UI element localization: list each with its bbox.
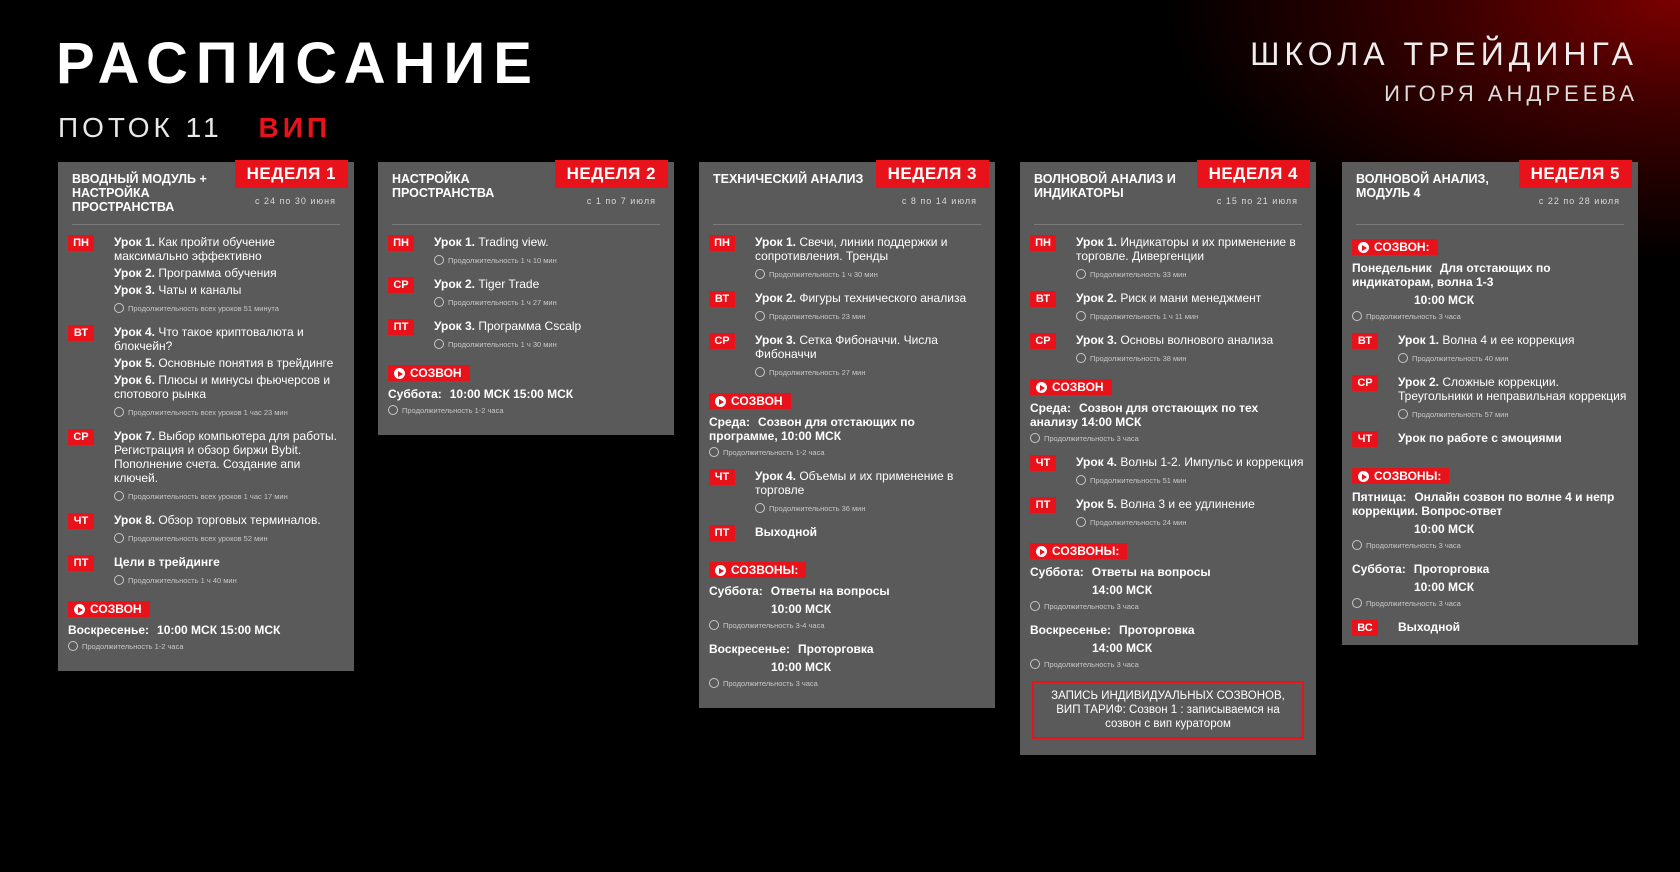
duration-text: Продолжительность 1 ч 11 мин xyxy=(1090,311,1199,321)
duration-text: Продолжительность 27 мин xyxy=(769,367,866,377)
lesson-title: Trading view. xyxy=(475,235,549,249)
call-info xyxy=(709,584,985,598)
call-duration xyxy=(1352,311,1628,321)
lesson-item xyxy=(114,266,344,280)
day-row xyxy=(1030,497,1306,527)
call-duration xyxy=(1352,598,1628,608)
lesson-duration xyxy=(114,575,344,585)
lesson-number: Урок 1. xyxy=(114,235,156,249)
call-badge: СОЗВОН xyxy=(68,601,150,617)
call-duration xyxy=(68,641,344,651)
card-header xyxy=(1034,162,1302,225)
lesson-item xyxy=(755,291,985,305)
lesson-title: Риск и мани менеджмент xyxy=(1117,291,1262,305)
call-info xyxy=(1352,562,1628,576)
duration-text: Продолжительность 3 часа xyxy=(1366,598,1461,608)
lesson-number: Урок 8. xyxy=(114,513,156,527)
day-row xyxy=(709,333,985,377)
call-day: Воскресенье: xyxy=(68,623,150,637)
vip-label: ВИП xyxy=(258,112,331,143)
lesson-number: Урок 4. xyxy=(1076,455,1118,469)
call-duration xyxy=(1352,540,1628,550)
clock-icon xyxy=(1030,659,1040,669)
lesson-duration xyxy=(755,503,985,513)
lesson-title: Что такое криптовалюта и блокчейн? xyxy=(114,325,304,353)
page-title: РАСПИСАНИЕ xyxy=(56,31,540,96)
lesson-duration xyxy=(755,367,985,377)
call-day: Воскресенье: xyxy=(709,642,791,656)
week-dates: с 8 по 14 июля xyxy=(901,196,977,206)
call-duration xyxy=(1030,659,1306,669)
week-badge: НЕДЕЛЯ 3 xyxy=(876,160,989,188)
clock-icon xyxy=(388,405,398,415)
lesson-title: Программа Cscalp xyxy=(475,319,582,333)
duration-text: Продолжительность 1 ч 10 мин xyxy=(448,255,557,265)
lesson-number: Урок 1. xyxy=(434,235,476,249)
calls-badge: СОЗВОНЫ: xyxy=(709,562,806,578)
week-badge: НЕДЕЛЯ 5 xyxy=(1519,160,1632,188)
day-badge: ЧТ xyxy=(68,513,94,529)
call-duration xyxy=(709,678,985,688)
call-day: Суббота: xyxy=(1030,565,1084,579)
lesson-item xyxy=(1076,235,1306,263)
lesson-duration xyxy=(1076,353,1306,363)
call-text: Проторговка xyxy=(1413,562,1490,576)
duration-text: Продолжительность всех уроков 52 мин xyxy=(128,533,268,543)
lesson-number: Урок 5. xyxy=(1076,497,1118,511)
lesson-item xyxy=(755,235,985,263)
call-text: Проторговка xyxy=(798,642,874,656)
duration-text: Продолжительность 3 часа xyxy=(1044,659,1139,669)
lesson-duration xyxy=(114,303,344,313)
lesson-title: Свечи, линии поддержки и сопротивления. Тренды xyxy=(755,235,948,263)
day-badge: СР xyxy=(388,277,414,293)
week-badge: НЕДЕЛЯ 4 xyxy=(1197,160,1310,188)
lesson-number: Выходной xyxy=(1398,620,1461,634)
call-badge: СОЗВОН xyxy=(709,393,791,409)
lesson-item xyxy=(114,356,344,370)
day-row xyxy=(68,325,344,417)
lesson-title: Выбор компьютера для работы. Регистрация и обзор биржи Bybit. Пополнение счета. Создание апи ключей. xyxy=(114,429,337,485)
day-badge: СР xyxy=(1030,333,1056,349)
day-row xyxy=(709,525,985,556)
clock-icon xyxy=(709,678,719,688)
duration-text: Продолжительность 1 ч 30 мин xyxy=(769,269,878,279)
day-row xyxy=(709,291,985,321)
lesson-number: Цели в трейдинге xyxy=(114,555,220,569)
call-time: 14:00 МСК xyxy=(1092,583,1153,597)
lesson-duration xyxy=(1076,475,1306,485)
day-badge: ПН xyxy=(709,235,735,251)
lesson-item xyxy=(434,277,664,291)
duration-text: Продолжительность 3-4 часа xyxy=(723,620,825,630)
call-badge: СОЗВОН xyxy=(388,365,470,381)
day-row xyxy=(388,235,664,265)
lesson-title: Волна 4 и ее коррекция xyxy=(1439,333,1575,347)
day-badge: ВС xyxy=(1352,620,1378,636)
calls-badge: СОЗВОНЫ: xyxy=(1352,468,1449,484)
call-time: 10:00 МСК xyxy=(1414,522,1475,536)
lesson-title: Сетка Фибоначчи. Числа Фибоначчи xyxy=(755,333,938,361)
call-badge: СОЗВОН: xyxy=(1352,239,1438,255)
day-badge: ВТ xyxy=(1352,333,1378,349)
card-body xyxy=(699,225,995,708)
duration-text: Продолжительность всех уроков 1 час 23 мин xyxy=(128,407,288,417)
lesson-number: Урок 2. xyxy=(114,266,156,280)
lesson-duration xyxy=(114,407,344,417)
day-badge: ВТ xyxy=(1030,291,1056,307)
duration-text: Продолжительность 3 часа xyxy=(1366,311,1461,321)
lesson-item xyxy=(1398,333,1628,347)
duration-text: Продолжительность 36 мин xyxy=(769,503,866,513)
clock-icon xyxy=(1398,353,1408,363)
day-badge: ВТ xyxy=(709,291,735,307)
card-header xyxy=(713,162,981,225)
lesson-number: Урок 4. xyxy=(755,469,797,483)
call-day: Среда: xyxy=(709,415,750,429)
week-title: ВОЛНОВОЙ АНАЛИЗ И ИНДИКАТОРЫ xyxy=(1034,172,1176,200)
duration-text: Продолжительность 23 мин xyxy=(769,311,866,321)
clock-icon xyxy=(709,447,719,457)
day-row xyxy=(68,235,344,313)
duration-text: Продолжительность 57 мин xyxy=(1412,409,1509,419)
call-day: Суббота: xyxy=(388,387,442,401)
day-badge: ПТ xyxy=(388,319,414,335)
clock-icon xyxy=(68,641,78,651)
clock-icon xyxy=(755,503,765,513)
stream-label: ПОТОК 11 xyxy=(58,112,223,143)
lesson-duration xyxy=(434,339,664,349)
clock-icon xyxy=(1352,540,1362,550)
day-row xyxy=(388,319,664,349)
week-badge: НЕДЕЛЯ 1 xyxy=(235,160,348,188)
day-row xyxy=(1352,620,1628,634)
lesson-number: Урок 2. xyxy=(1398,375,1440,389)
clock-icon xyxy=(114,407,124,417)
call-info xyxy=(1030,565,1306,579)
lesson-number: Урок 2. xyxy=(434,277,476,291)
call-badge: СОЗВОН xyxy=(1030,379,1112,395)
day-badge: ПН xyxy=(68,235,94,251)
day-row xyxy=(709,469,985,513)
clock-icon xyxy=(434,297,444,307)
vip-note-box: ЗАПИСЬ ИНДИВИДУАЛЬНЫХ СОЗВОНОВ, ВИП ТАРИФ: Созвон 1 : записываемся на созвон с вип куратором xyxy=(1032,681,1304,739)
day-row xyxy=(68,555,344,585)
week-dates: с 1 по 7 июля xyxy=(586,196,656,206)
day-badge: СР xyxy=(709,333,735,349)
lesson-number: Урок 6. xyxy=(114,373,156,387)
call-text: Ответы на вопросы xyxy=(1091,565,1211,579)
lesson-duration xyxy=(434,255,664,265)
card-header xyxy=(72,162,340,225)
clock-icon xyxy=(1398,409,1408,419)
clock-icon xyxy=(709,620,719,630)
lesson-duration xyxy=(1398,409,1628,419)
call-time: 10:00 МСК xyxy=(771,660,832,674)
lesson-number: Урок 1. xyxy=(755,235,797,249)
call-time: 10:00 МСК xyxy=(771,602,832,616)
lesson-title: Обзор торговых терминалов. xyxy=(155,513,321,527)
duration-text: Продолжительность 1-2 часа xyxy=(82,641,184,651)
school-owner: ИГОРЯ АНДРЕЕВА xyxy=(1384,81,1638,106)
day-row xyxy=(709,235,985,279)
clock-icon xyxy=(1030,433,1040,443)
call-text: Для отстающих по индикаторам, волна 1-3 xyxy=(1352,261,1551,289)
call-info xyxy=(1030,401,1306,429)
clock-icon xyxy=(114,303,124,313)
lesson-item xyxy=(1398,620,1628,634)
clock-icon xyxy=(1076,475,1086,485)
lesson-duration xyxy=(755,269,985,279)
day-row xyxy=(1030,333,1306,363)
week-card-1 xyxy=(58,162,354,671)
day-row xyxy=(1030,291,1306,321)
call-day: Среда: xyxy=(1030,401,1071,415)
school-brand xyxy=(1250,36,1638,107)
lesson-item xyxy=(1076,333,1306,347)
clock-icon xyxy=(1076,311,1086,321)
duration-text: Продолжительность 3 часа xyxy=(1366,540,1461,550)
lesson-item xyxy=(755,469,985,497)
lesson-title: Волны 1-2. Импульс и коррекция xyxy=(1117,455,1304,469)
clock-icon xyxy=(114,575,124,585)
duration-text: Продолжительность всех уроков 1 час 17 мин xyxy=(128,491,288,501)
lesson-item xyxy=(114,325,344,353)
lesson-number: Урок 7. xyxy=(114,429,156,443)
lesson-number: Урок 3. xyxy=(1076,333,1118,347)
lesson-title: Плюсы и минусы фьючерсов и спотового рынка xyxy=(114,373,331,401)
day-badge: ПТ xyxy=(68,555,94,571)
week-card-2 xyxy=(378,162,674,435)
lesson-number: Урок 2. xyxy=(755,291,797,305)
lesson-number: Выходной xyxy=(755,525,818,539)
clock-icon xyxy=(434,339,444,349)
clock-icon xyxy=(1076,353,1086,363)
day-row xyxy=(1030,455,1306,485)
lesson-title: Чаты и каналы xyxy=(155,283,242,297)
call-text: 10:00 МСК 15:00 МСК xyxy=(449,387,574,401)
clock-icon xyxy=(755,367,765,377)
clock-icon xyxy=(434,255,444,265)
calls-badge: СОЗВОНЫ: xyxy=(1030,543,1127,559)
week-card-3 xyxy=(699,162,995,708)
lesson-duration xyxy=(434,297,664,307)
call-info xyxy=(1352,261,1628,289)
lesson-item xyxy=(1398,375,1628,403)
clock-icon xyxy=(1352,598,1362,608)
day-row xyxy=(1352,333,1628,363)
lesson-number: Урок 3. xyxy=(434,319,476,333)
lesson-title: Программа обучения xyxy=(155,266,277,280)
call-text: Созвон для отстающих по тех анализу 14:00 МСК xyxy=(1030,401,1259,429)
stream-subtitle xyxy=(58,112,331,144)
call-duration xyxy=(709,447,985,457)
duration-text: Продолжительность 40 мин xyxy=(1412,353,1509,363)
call-text: Онлайн созвон по волне 4 и непр коррекции. Вопрос-ответ xyxy=(1352,490,1615,518)
clock-icon xyxy=(755,269,765,279)
lesson-item xyxy=(114,513,344,527)
school-name: ШКОЛА ТРЕЙДИНГА xyxy=(1250,36,1638,72)
call-info xyxy=(68,623,344,637)
lesson-duration xyxy=(755,311,985,321)
day-badge: ПН xyxy=(388,235,414,251)
duration-text: Продолжительность всех уроков 51 минута xyxy=(128,303,279,313)
week-dates: с 24 по 30 июня xyxy=(254,196,336,206)
day-badge: СР xyxy=(68,429,94,445)
call-info xyxy=(1352,490,1628,518)
lesson-title: Основные понятия в трейдинге xyxy=(155,356,334,370)
duration-text: Продолжительность 1 ч 30 мин xyxy=(448,339,557,349)
lesson-item xyxy=(755,525,985,539)
duration-text: Продолжительность 33 мин xyxy=(1090,269,1187,279)
card-body xyxy=(1020,225,1316,755)
day-badge: ПТ xyxy=(709,525,735,541)
lesson-duration xyxy=(1076,269,1306,279)
call-time: 10:00 МСК xyxy=(1414,580,1475,594)
lesson-item xyxy=(755,333,985,361)
call-info xyxy=(709,415,985,443)
lesson-number: Урок 4. xyxy=(114,325,156,339)
clock-icon xyxy=(114,491,124,501)
lesson-number: Урок 2. xyxy=(1076,291,1118,305)
day-row xyxy=(1352,431,1628,462)
lesson-item xyxy=(114,283,344,297)
call-text: Ответы на вопросы xyxy=(770,584,890,598)
spacer xyxy=(755,542,985,556)
day-row xyxy=(68,429,344,501)
lesson-title: Основы волнового анализа xyxy=(1117,333,1274,347)
lesson-duration xyxy=(1398,353,1628,363)
week-card-4 xyxy=(1020,162,1316,755)
call-day: Воскресенье: xyxy=(1030,623,1112,637)
lesson-number: Урок 3. xyxy=(114,283,156,297)
lesson-duration xyxy=(114,491,344,501)
lesson-title: Объемы и их применение в торговле xyxy=(755,469,954,497)
day-row xyxy=(1030,235,1306,279)
lesson-item xyxy=(434,319,664,333)
lesson-number: Урок 1. xyxy=(1076,235,1118,249)
duration-text: Продолжительность 1-2 часа xyxy=(723,447,825,457)
clock-icon xyxy=(755,311,765,321)
spacer xyxy=(1398,448,1628,462)
lesson-item xyxy=(1076,291,1306,305)
duration-text: Продолжительность 38 мин xyxy=(1090,353,1187,363)
day-row xyxy=(388,277,664,307)
duration-text: Продолжительность 3 часа xyxy=(1044,433,1139,443)
lesson-number: Урок 3. xyxy=(755,333,797,347)
duration-text: Продолжительность 1 ч 40 мин xyxy=(128,575,237,585)
day-badge: СР xyxy=(1352,375,1378,391)
week-dates: с 15 по 21 июля xyxy=(1216,196,1298,206)
week-title: ВОЛНОВОЙ АНАЛИЗ, МОДУЛЬ 4 xyxy=(1356,172,1489,200)
duration-text: Продолжительность 51 мин xyxy=(1090,475,1187,485)
lesson-item xyxy=(114,429,344,485)
call-day: Пятница: xyxy=(1352,490,1407,504)
day-badge: ЧТ xyxy=(709,469,735,485)
lesson-number: Урок 5. xyxy=(114,356,156,370)
call-day: Понедельник xyxy=(1352,261,1432,275)
day-row xyxy=(68,513,344,543)
call-text: Проторговка xyxy=(1119,623,1195,637)
lesson-item xyxy=(114,235,344,263)
call-duration xyxy=(1030,433,1306,443)
lesson-title: Сложные коррекции. Треугольники и неправильная коррекция xyxy=(1398,375,1627,403)
lesson-duration xyxy=(1076,517,1306,527)
lesson-duration xyxy=(1076,311,1306,321)
call-info xyxy=(709,642,985,656)
day-badge: ПТ xyxy=(1030,497,1056,513)
week-badge: НЕДЕЛЯ 2 xyxy=(555,160,668,188)
lesson-title: Волна 3 и ее удлинение xyxy=(1117,497,1255,511)
duration-text: Продолжительность 3 часа xyxy=(723,678,818,688)
clock-icon xyxy=(1352,311,1362,321)
call-info xyxy=(388,387,664,401)
card-body xyxy=(1342,225,1638,645)
lesson-title: Фигуры технического анализа xyxy=(796,291,967,305)
call-day: Суббота: xyxy=(709,584,763,598)
card-header xyxy=(1356,162,1624,225)
lesson-title: Индикаторы и их применение в торговле. Дивергенции xyxy=(1076,235,1296,263)
clock-icon xyxy=(1076,517,1086,527)
call-duration xyxy=(388,405,664,415)
day-row xyxy=(1352,375,1628,419)
day-badge: ЧТ xyxy=(1352,431,1378,447)
call-text: Созвон для отстающих по программе, 10:00 МСК xyxy=(709,415,915,443)
call-text: 10:00 МСК 15:00 МСК xyxy=(157,623,281,637)
day-badge: ПН xyxy=(1030,235,1056,251)
lesson-title: Tiger Trade xyxy=(475,277,540,291)
week-title: ТЕХНИЧЕСКИЙ АНАЛИЗ xyxy=(713,172,864,186)
week-title: ВВОДНЫЙ МОДУЛЬ + НАСТРОЙКА ПРОСТРАНСТВА xyxy=(72,172,207,214)
lesson-number: Урок 1. xyxy=(1398,333,1440,347)
duration-text: Продолжительность 24 мин xyxy=(1090,517,1187,527)
lesson-item xyxy=(114,373,344,401)
lesson-item xyxy=(1076,497,1306,511)
call-duration xyxy=(709,620,985,630)
lesson-number: Урок по работе с эмоциями xyxy=(1398,431,1562,445)
lesson-item xyxy=(114,555,344,569)
clock-icon xyxy=(114,533,124,543)
day-badge: ЧТ xyxy=(1030,455,1056,471)
day-badge: ВТ xyxy=(68,325,94,341)
week-card-5 xyxy=(1342,162,1638,645)
duration-text: Продолжительность 1 ч 27 мин xyxy=(448,297,557,307)
call-duration xyxy=(1030,601,1306,611)
lesson-duration xyxy=(114,533,344,543)
call-info xyxy=(1030,623,1306,637)
lesson-item xyxy=(1398,431,1628,445)
card-body xyxy=(378,225,674,435)
week-dates: с 22 по 28 июля xyxy=(1538,196,1620,206)
duration-text: Продолжительность 3 часа xyxy=(1044,601,1139,611)
lesson-item xyxy=(1076,455,1306,469)
week-title: НАСТРОЙКА ПРОСТРАНСТВА xyxy=(392,172,495,200)
card-body xyxy=(58,225,354,671)
clock-icon xyxy=(1030,601,1040,611)
call-time: 14:00 МСК xyxy=(1092,641,1153,655)
lesson-item xyxy=(434,235,664,249)
call-time: 10:00 МСК xyxy=(1414,293,1475,307)
clock-icon xyxy=(1076,269,1086,279)
lesson-title: Как пройти обучение максимально эффективно xyxy=(114,235,275,263)
duration-text: Продолжительность 1-2 часа xyxy=(402,405,504,415)
call-day: Суббота: xyxy=(1352,562,1406,576)
card-header xyxy=(392,162,660,225)
